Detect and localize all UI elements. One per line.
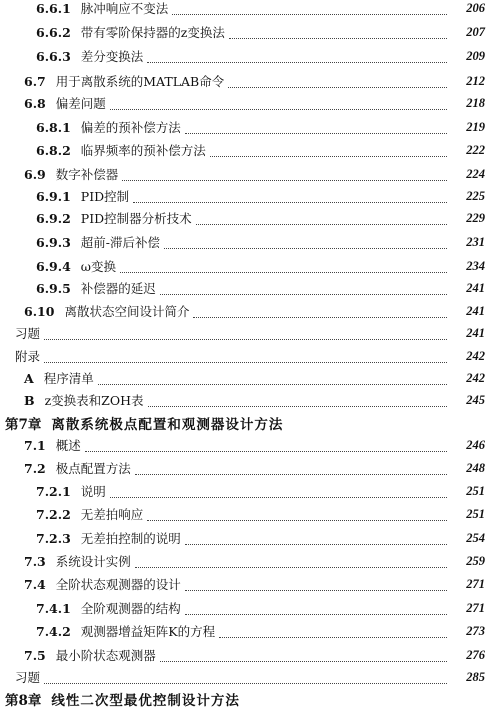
toc-entry-title: 偏差问题 [55,96,106,111]
toc-entry-number: 7.2 [24,460,46,476]
toc-page-number: 242 [466,348,485,363]
toc-entry-number: 7.3 [24,553,46,569]
toc-entry [0,230,493,254]
toc-entry-title: 全阶状态观测器的设计 [55,577,181,592]
dot-leader [44,350,447,363]
toc-page-number: 225 [466,188,485,203]
toc-page-number: 245 [466,392,485,407]
toc-entry-number: 7.2.2 [36,506,71,522]
toc-entry-title: 全阶观测器的结构 [80,601,181,616]
toc-entry-title: 离散状态空间设计简介 [64,304,190,319]
toc-entry [0,184,493,208]
toc-entry-number: 第8章 [5,693,42,709]
toc-entry [0,0,493,20]
toc-entry-number: 6.8 [24,95,46,111]
dot-leader [44,671,447,684]
toc-entry [0,572,493,596]
toc-entry-number: 6.8.2 [36,142,71,158]
toc-entry [0,502,493,526]
toc-page-number: 224 [466,166,485,181]
dot-leader [135,555,447,568]
dot-leader [148,394,448,407]
toc-entry-number: 7.2.3 [36,530,71,546]
toc-entry-number: 7.2.1 [36,483,71,499]
toc-page-number: 259 [466,553,485,568]
toc-page-number: 207 [466,24,485,39]
toc-page-number: 231 [466,234,485,249]
toc-entry-title: 概述 [55,438,81,453]
toc-entry [0,44,493,68]
toc-page-number: 276 [466,647,485,662]
toc-page-number: 271 [466,576,485,591]
toc-page-number: 241 [466,303,485,318]
dot-leader [133,190,447,203]
toc-entry [0,138,493,162]
toc-entry [0,549,493,573]
toc-entry [0,596,493,620]
toc-entry [0,479,493,503]
toc-entry-number: 7.4.1 [36,600,71,616]
toc-entry [0,619,493,643]
toc-entry-number: 7.5 [24,647,46,663]
toc-entry-title: 程序清单 [43,371,94,386]
toc-page-number: 218 [466,95,485,110]
dot-leader [229,26,447,39]
toc-entry-number: 6.9.4 [36,258,71,274]
toc-entry-number: 6.9.2 [36,210,71,226]
toc-entry-number: 7.1 [24,437,46,453]
dot-leader [210,144,447,157]
toc-entry-number: 6.8.1 [36,119,71,135]
dot-leader [160,649,447,662]
toc-entry-title: 最小阶状态观测器 [55,648,156,663]
toc-entry [0,115,493,139]
dot-leader [196,212,447,225]
toc-entry-number: 6.9.5 [36,280,71,296]
dot-leader [185,578,447,591]
toc-entry [0,206,493,230]
toc-chapter-heading [0,411,493,435]
dot-leader [228,75,447,88]
dot-leader [122,168,447,181]
dot-leader [110,97,447,110]
toc-entry-title: 极点配置方法 [55,461,131,476]
toc-entry-title: 偏差的预补偿方法 [80,120,181,135]
toc-entry-title: 系统设计实例 [55,554,131,569]
toc-entry-title: 习题 [15,326,41,341]
toc-entry-title: 无差拍控制的说明 [80,531,181,546]
dot-leader [85,439,447,452]
toc-page-number: 246 [466,437,485,452]
dot-leader [147,50,447,63]
toc-page-number: 206 [466,0,485,15]
toc-entry-number: 6.6.3 [36,48,71,64]
toc-entry [0,69,493,93]
toc-entry-number: 7.4.2 [36,623,71,639]
dot-leader [164,236,447,249]
toc-entry [0,665,493,689]
toc-entry-title: 超前-滞后补偿 [80,235,161,250]
toc-page-number: 271 [466,600,485,615]
toc-entry [0,299,493,323]
toc-page-number: 254 [466,530,485,545]
toc-entry [0,162,493,186]
toc-page-number: 241 [466,280,485,295]
toc-page-number: 241 [466,325,485,340]
toc-entry-title: 临界频率的预补偿方法 [80,143,206,158]
dot-leader [98,372,447,385]
toc-entry-title: 说明 [80,484,106,499]
toc-page-number: 219 [466,119,485,134]
toc-entry-title: 用于离散系统的MATLAB命令 [55,74,225,89]
toc-entry-title: 数字补偿器 [55,167,119,182]
toc-entry-number: 6.10 [24,303,55,319]
toc-page-number: 285 [466,669,485,684]
toc-entry-number: 6.6.1 [36,0,71,16]
toc-entry-number: B [24,392,35,408]
toc-entry-title: z变换表和ZOH表 [44,393,144,408]
dot-leader [172,2,447,15]
dot-leader [120,260,447,273]
toc-entry-title: 观测器增益矩阵K的方程 [80,624,216,639]
toc-entry-title: 脉冲响应不变法 [80,1,169,16]
toc-page-number: 212 [466,73,485,88]
dot-leader [44,327,447,340]
toc-entry [0,456,493,480]
toc-entry-number: 6.9.3 [36,234,71,250]
toc-chapter-heading [0,687,493,711]
toc-entry-title: ω变换 [80,259,116,274]
toc-entry [0,91,493,115]
toc-entry-number: 7.4 [24,576,46,592]
toc-entry [0,526,493,550]
toc-entry-title: 线性二次型最优控制设计方法 [51,693,240,709]
toc-entry [0,344,493,368]
toc-entry-title: 补偿器的延迟 [80,281,156,296]
toc-entry-number: 6.9 [24,166,46,182]
toc-entry-number: 6.7 [24,73,46,89]
toc-entry [0,321,493,345]
toc-page-number: 242 [466,370,485,385]
dot-leader [147,508,447,521]
dot-leader [185,532,447,545]
dot-leader [193,305,447,318]
toc-entry-title: 附录 [15,349,41,364]
toc-entry-number: 6.6.2 [36,24,71,40]
toc-entry-number: 第7章 [5,417,42,433]
toc-page-number: 251 [466,506,485,521]
toc-entry [0,643,493,667]
dot-leader [135,462,447,475]
toc-entry [0,254,493,278]
toc-entry-title: 带有零阶保持器的z变换法 [80,25,225,40]
toc-entry-title: PID控制 [80,189,130,204]
toc-entry-title: PID控制器分析技术 [80,211,192,226]
toc-page-number: 209 [466,48,485,63]
dot-leader [160,282,447,295]
toc-entry [0,388,493,412]
toc-page-number: 273 [466,623,485,638]
toc-entry-title: 离散系统极点配置和观测器设计方法 [51,417,284,433]
toc-page-number: 251 [466,483,485,498]
toc-entry-title: 无差拍响应 [80,507,144,522]
toc-entry-number: 6.9.1 [36,188,71,204]
toc-entry-title: 差分变换法 [80,49,144,64]
dot-leader [185,602,447,615]
toc-entry-number: A [24,370,34,386]
toc-page-number: 222 [466,142,485,157]
toc-page-number: 248 [466,460,485,475]
toc-page-number: 234 [466,258,485,273]
toc-entry [0,20,493,44]
dot-leader [110,485,447,498]
toc-page-number: 229 [466,210,485,225]
dot-leader [185,121,447,134]
dot-leader [219,625,447,638]
toc-entry [0,433,493,457]
toc-entry-title: 习题 [15,670,41,685]
toc-entry [0,366,493,390]
toc-entry [0,276,493,300]
